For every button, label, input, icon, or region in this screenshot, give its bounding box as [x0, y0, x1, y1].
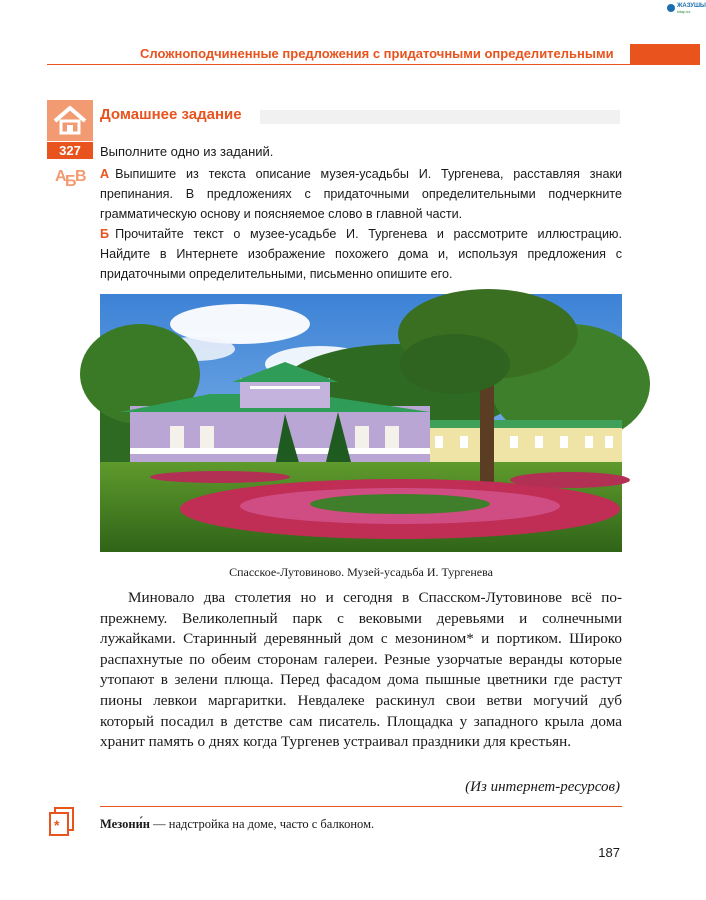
homework-title: Домашнее задание [100, 106, 242, 123]
svg-text:В: В [75, 168, 87, 185]
running-header: Сложноподчиненные предложения с придаточными определительными [140, 46, 614, 61]
task-letter: Б [100, 227, 110, 241]
svg-text:Б: Б [65, 173, 77, 190]
header-accent-bar [630, 44, 700, 65]
footnote-term: Мезони́н [100, 817, 150, 831]
task-intro: Выполните одно из заданий. [100, 144, 274, 159]
text-source: (Из интернет-ресурсов) [465, 779, 620, 795]
svg-text:*: * [54, 817, 60, 833]
main-text-body: Миновало два столетия но и сегодня в Спасском-Лутовинове всё по-прежнему. Великолепный парк с вековыми деревьями и солнечными лужайками. Старинный деревянный дом с мезонином* и портиком. Широко распахнутые по обеим сторонам галереи. Резные узорчатые веранды которые утопают в зелени плюща. Перед фасадом дома пышные цветники где растут пионы левкои маргаритки. Невдалеке раскинул свои ветви могучий дуб который посадил в детстве сам писатель. Площадка у западного крыла дома хранит память о днях когда Тургенев устраивал праздники для крестьян. [100, 589, 622, 751]
task-number: 327 [47, 142, 93, 159]
glossary-cards-icon [47, 806, 77, 836]
logo-line1: ЖАЗУШЫ [677, 3, 706, 9]
svg-text:А: А [55, 168, 67, 185]
task-a [100, 164, 622, 224]
logo-mark-icon [667, 4, 675, 12]
page-number: 187 [598, 845, 620, 860]
footnote-definition: — надстройка на доме, часто с балконом. [150, 817, 375, 831]
main-text [100, 588, 622, 753]
header-rule [47, 64, 630, 65]
logo-line2: kitap.kz [677, 9, 691, 14]
task-b [100, 224, 622, 284]
task-letter: А [100, 167, 110, 181]
spelling-abc-icon [54, 164, 88, 190]
publisher-logo [667, 3, 706, 15]
home-icon [47, 100, 93, 141]
photo-caption: Спасское-Лутовиново. Музей-усадьба И. Тургенева [229, 565, 493, 579]
title-band [260, 110, 620, 124]
footnote [100, 817, 374, 832]
task-text: Прочитайте текст о музее-усадьбе И. Тургенева и рассмотрите иллюстрацию. Найдите в Интернете изображение похожего дома и, используя предложения с придаточными определительными, письменно опишите его. [100, 227, 622, 281]
footnote-rule [100, 806, 622, 807]
estate-photo [100, 294, 622, 552]
task-text: Выпишите из текста описание музея-усадьбы И. Тургенева, расставляя знаки препинания. В предложениях с придаточными определительными подчеркните грамматическую основу и поясняемое слово в главной части. [100, 167, 622, 221]
